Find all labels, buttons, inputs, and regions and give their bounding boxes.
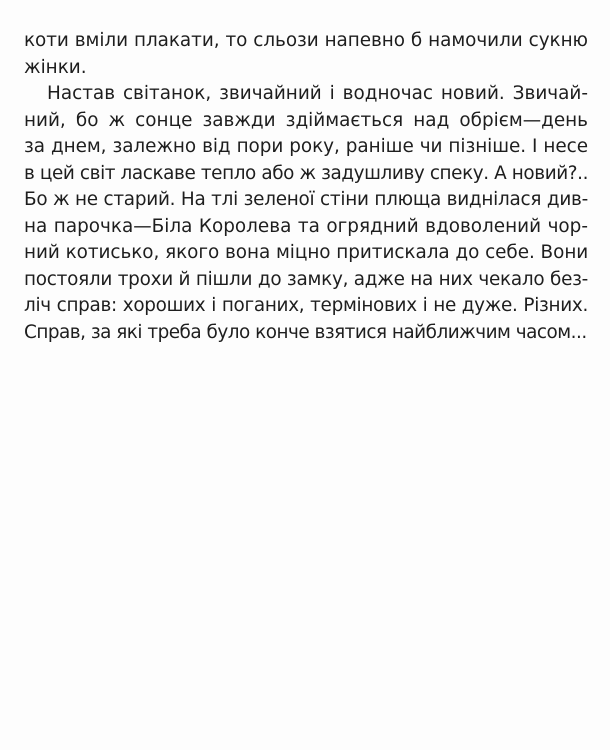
- text-line: ліч справ: хороших і поганих, термінових і не дуже. Різних.: [24, 295, 588, 316]
- text-line: ний котисько, якого вона міцно притискала до себе. Вони: [24, 242, 589, 263]
- text-line: в цей світ ласкаве тепло або ж задушливу спеку. А новий?..: [24, 162, 589, 184]
- text-line: коти вміли плакати, то сльози напевно б намочили сукню: [24, 30, 588, 51]
- text-line: за днем, залежно від пори року, раніше чи пізніше. І несе: [24, 136, 588, 157]
- text-line: Настав світанок, звичайний і водночас новий. Звичай-: [47, 83, 588, 104]
- text-line: Справ, за які треба було конче взятися найближчим часом...: [24, 321, 587, 343]
- page-text: [24, 28, 588, 346]
- text-line: жінки.: [24, 56, 87, 78]
- text-line: Бо ж не старий. На тлі зеленої стіни плюща виднілася див-: [24, 189, 588, 210]
- text-line: постояли трохи й пішли до замку, адже на них чекало без-: [24, 268, 589, 290]
- text-line: на парочка—Біла Королева та огрядний вдоволений чор-: [24, 215, 588, 237]
- text-line: ний, бо ж сонце завжди здіймається над обрієм—день: [24, 109, 588, 131]
